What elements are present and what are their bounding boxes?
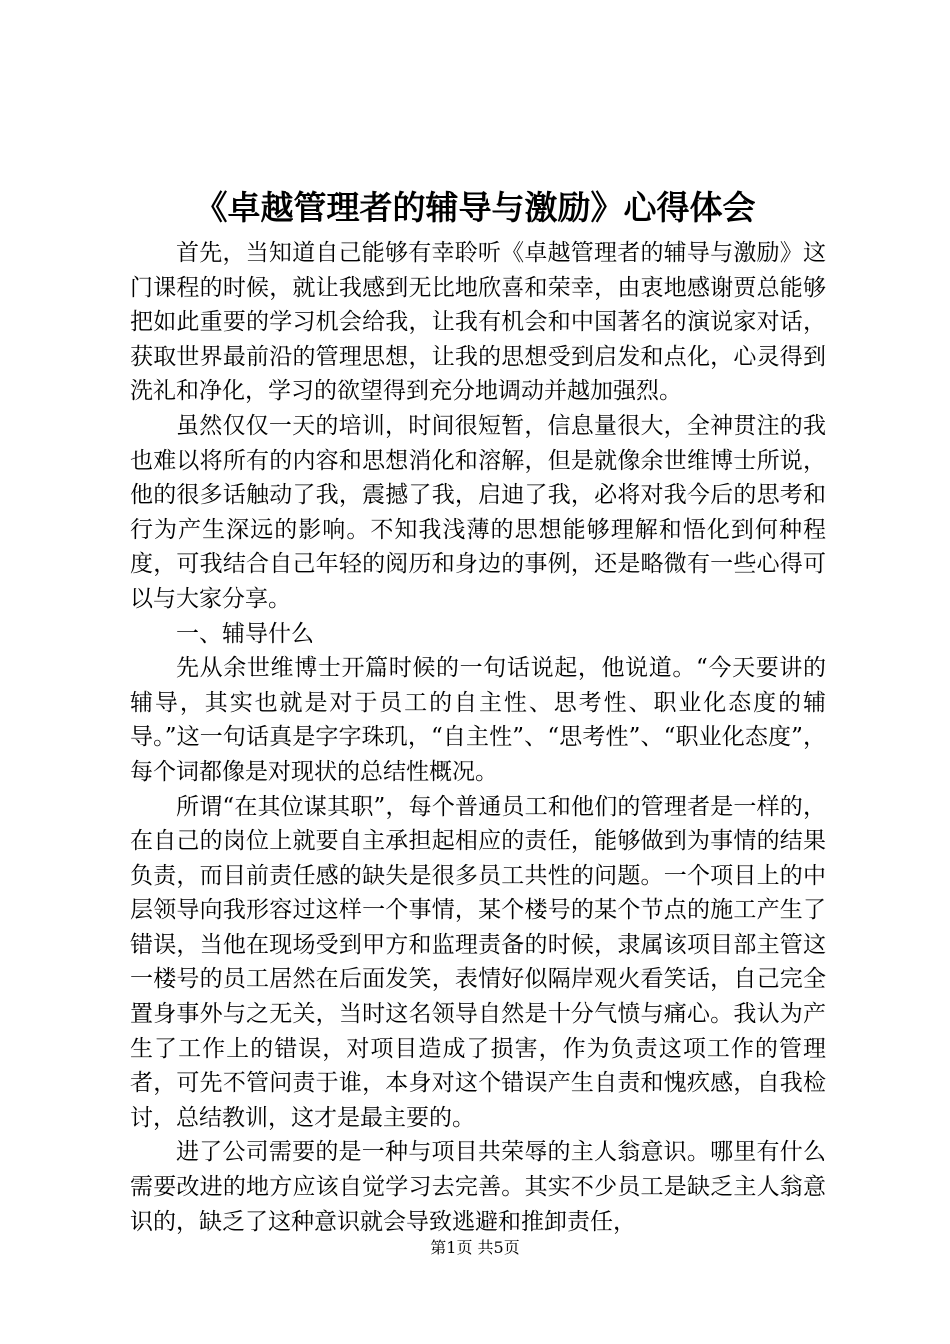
paragraph-1: 首先，当知道自己能够有幸聆听《卓越管理者的辅导与激励》这门课程的时候，就让我感到无比地欣喜和荣幸，由衷地感谢贾总能够把如此重要的学习机会给我，让我有机会和中国著名的演说家对话，获取世界最前沿的管理思想，让我的思想受到启发和点化，心灵得到洗礼和净化，学习的欲望得到充分地调动并越加强烈。 [130,240,826,405]
document-body [130,236,826,1239]
section-heading: 一、辅导什么 [176,620,314,647]
page-footer: 第1页 共5页 [430,1238,520,1257]
document-title: 《卓越管理者的辅导与激励》心得体会 [194,188,756,227]
paragraph-4: 所谓“在其位谋其职”，每个普通员工和他们的管理者是一样的，在自己的岗位上就要自主承担起相应的责任，能够做到为事情的结果负责，而目前责任感的缺失是很多员工共性的问题。一个项目上的中层领导向我形容过这样一个事情，某个楼号的某个节点的施工产生了错误，当他在现场受到甲方和监理责备的时候，隶属该项目部主管这一楼号的员工居然在后面发笑，表情好似隔岸观火看笑话，自己完全置身事外与之无关，当时这名领导自然是十分气愤与痛心。我认为产生了工作上的错误，对项目造成了损害，作为负责这项工作的管理者，可先不管问责于谁，本身对这个错误产生自责和愧疚感，自我检讨，总结教训，这才是最主要的。 [130,793,826,1131]
paragraph-5: 进了公司需要的是一种与项目共荣辱的主人翁意识。哪里有什么需要改进的地方应该自觉学习去完善。其实不少员工是缺乏主人翁意识的，缺乏了这种意识就会导致逃避和推卸责任， [130,1139,826,1235]
paragraph-3: 先从余世维博士开篇时候的一句话说起，他说道。“今天要讲的辅导，其实也就是对于员工的自主性、思考性、职业化态度的辅导。”这一句话真是字字珠玑，“自主性”、“思考性”、“职业化态度”，每个词都像是对现状的总结性概况。 [130,655,826,785]
paragraph-2: 虽然仅仅一天的培训，时间很短暂，信息量很大，全神贯注的我也难以将所有的内容和思想消化和溶解，但是就像余世维博士所说，他的很多话触动了我，震撼了我，启迪了我，必将对我今后的思考和行为产生深远的影响。不知我浅薄的思想能够理解和悟化到何种程度，可我结合自己年轻的阅历和身边的事例，还是略微有一些心得可以与大家分享。 [130,412,826,612]
